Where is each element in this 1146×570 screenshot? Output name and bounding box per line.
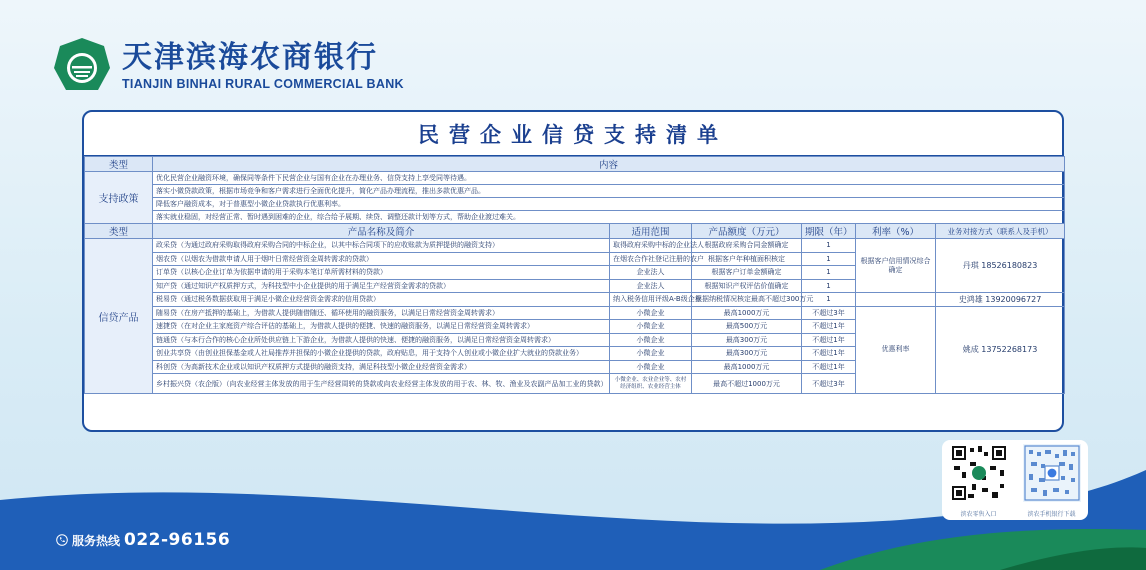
- phone-icon: [56, 534, 68, 546]
- product-scope: 企业法人: [610, 266, 692, 280]
- policy-line: 优化民营企业融资环境，确保同等条件下民营企业与国有企业在办理业务、信贷支持上享受同等待遇。: [153, 172, 1065, 185]
- contact-group-1: 丹琪 18526180823: [936, 239, 1065, 293]
- product-scope: 小微企业、农业企业等、农村经济组织、农业经营主体: [610, 374, 692, 394]
- product-amount: 最高1000万元: [692, 360, 802, 374]
- qr-label: 滨农手机银行下载: [1027, 511, 1076, 518]
- hotline-number[interactable]: 022-96156: [124, 530, 231, 550]
- product-term: 不超过1年: [802, 320, 856, 334]
- product-amount: 根据客户年种植面积核定: [692, 252, 802, 266]
- header-rate: 利率（%）: [856, 224, 936, 239]
- product-scope: 小微企业: [610, 333, 692, 347]
- service-hotline: [56, 530, 230, 550]
- product-scope: 小微企业: [610, 306, 692, 320]
- policy-category: 支持政策: [85, 172, 153, 224]
- header-type-2: 类型: [85, 224, 153, 239]
- product-term: 1: [802, 266, 856, 280]
- product-term: 1: [802, 279, 856, 293]
- product-amount: 最高500万元: [692, 320, 802, 334]
- product-scope: 在烟农合作社登记注册的农户: [610, 252, 692, 266]
- product-scope: 企业法人: [610, 279, 692, 293]
- product-term: 不超过1年: [802, 347, 856, 361]
- policy-line: 降低客户融资成本，对于普惠型小微企业贷款执行优惠利率。: [153, 198, 1065, 211]
- product-term: 1: [802, 293, 856, 307]
- credit-support-board: [82, 110, 1064, 432]
- qr-panel: [942, 440, 1088, 520]
- contact-group-2: 史鸿雄 13920096727: [936, 293, 1065, 307]
- rate-group-2: 优惠利率: [856, 306, 936, 394]
- product-name: 知产贷（通过知识产权质押方式，为科技型中小企业提供的用于满足生产经营资金需求的贷款）: [153, 279, 610, 293]
- header-product-name: 产品名称及简介: [153, 224, 610, 239]
- product-name: 乡村振兴贷（农企版）（向农业经营主体发放的用于生产经营周转的贷款或向农业经营主体发放的用于农、林、牧、渔业及农副产品加工业的贷款）: [153, 374, 610, 394]
- product-name: 速捷贷（在对企业主家庭资产综合评估的基础上，为借款人提供的便捷、快速的融资服务，以满足日常经营资金周转需求）: [153, 320, 610, 334]
- brand-logo: [52, 36, 404, 96]
- rate-group-1: 根据客户信用情况综合确定: [856, 239, 936, 293]
- header-scope: 适用范围: [610, 224, 692, 239]
- product-term: 不超过1年: [802, 333, 856, 347]
- product-name: 税易贷（通过税务数据获取用于满足小微企业经营资金需求的信用贷款）: [153, 293, 610, 307]
- header-term: 期限（年）: [802, 224, 856, 239]
- product-amount: 最高300万元: [692, 333, 802, 347]
- product-name: 订单贷（以核心企业订单为依据申请的用于采购本笔订单所需材料的贷款）: [153, 266, 610, 280]
- product-name: 创业共享贷（由创业担保基金或人社局推荐并担保的小微企业提供的贷款，政府贴息，用于支持个人创业或小微企业扩大就业的贷款业务）: [153, 347, 610, 361]
- board-title: 民营企业信贷支持清单: [84, 112, 1062, 156]
- product-amount: 最高不超过1000万元: [692, 374, 802, 394]
- hotline-label: 服务热线: [72, 533, 121, 548]
- header-contact: 业务对接方式（联系人及手机）: [936, 224, 1065, 239]
- product-amount: 根据客户订单金额确定: [692, 266, 802, 280]
- qr-label: 滨农零售入口: [960, 511, 997, 518]
- product-term: 1: [802, 252, 856, 266]
- product-name: 科创贷（为高新技术企业或以知识产权质押方式提供的融资支持，满足科技型小微企业经营资金需求）: [153, 360, 610, 374]
- product-amount: 根据纳税情况核定最高不超过300万元: [692, 293, 802, 307]
- credit-table: [84, 156, 1065, 394]
- product-term: 不超过3年: [802, 306, 856, 320]
- product-amount: 根据知识产权评估价值确定: [692, 279, 802, 293]
- policy-line: 落实小微贷款政策，根据市场竞争和客户需求进行全面优化提升，简化产品办理流程，推出多款优惠产品。: [153, 185, 1065, 198]
- product-name: 随易贷（在房产抵押的基础上，为借款人提供随借随还、循环使用的融资服务，以满足日常经营资金周转需求）: [153, 306, 610, 320]
- rate-cell-blank: [856, 293, 936, 307]
- product-scope: 小微企业: [610, 320, 692, 334]
- product-amount: 根据政府采购合同金额确定: [692, 239, 802, 253]
- products-category: 信贷产品: [85, 239, 153, 394]
- product-scope: 小微企业: [610, 360, 692, 374]
- bank-name-en: TIANJIN BINHAI RURAL COMMERCIAL BANK: [122, 77, 404, 91]
- bank-name-cn: 天津滨海农商银行: [122, 40, 378, 75]
- product-amount: 最高1000万元: [692, 306, 802, 320]
- product-scope: 小微企业: [610, 347, 692, 361]
- product-name: 烟农贷（以烟农为借款申请人用于烟叶日常经营资金周转需求的贷款）: [153, 252, 610, 266]
- policy-line: 落实就业稳固，对经营正常、暂时遇到困难的企业，综合给予展期、续贷、调整还款计划等方式，帮助企业渡过难关。: [153, 211, 1065, 224]
- qr-code-icon[interactable]: [950, 444, 1008, 502]
- product-term: 不超过1年: [802, 360, 856, 374]
- qr-code-icon[interactable]: [1023, 444, 1081, 502]
- product-amount: 最高300万元: [692, 347, 802, 361]
- product-scope: 纳入税务信用评级A-B级企业: [610, 293, 692, 307]
- product-scope: 取得政府采购中标的企业法人: [610, 239, 692, 253]
- contact-group-3: 姚成 13752268173: [936, 306, 1065, 394]
- header-content: 内容: [153, 157, 1065, 172]
- product-term: 不超过3年: [802, 374, 856, 394]
- bank-logo-icon: [52, 36, 112, 96]
- product-term: 1: [802, 239, 856, 253]
- product-name: 政采贷（为通过政府采购取得政府采购合同的中标企业，以其中标合同项下的应收账款为质押提供的融资支持）: [153, 239, 610, 253]
- product-name: 链通贷（与本行合作的核心企业所处供应链上下游企业，为借款人提供的快速、便捷的融资服务，以满足日常经营资金周转需求）: [153, 333, 610, 347]
- header-amount: 产品额度（万元）: [692, 224, 802, 239]
- header-type: 类型: [85, 157, 153, 172]
